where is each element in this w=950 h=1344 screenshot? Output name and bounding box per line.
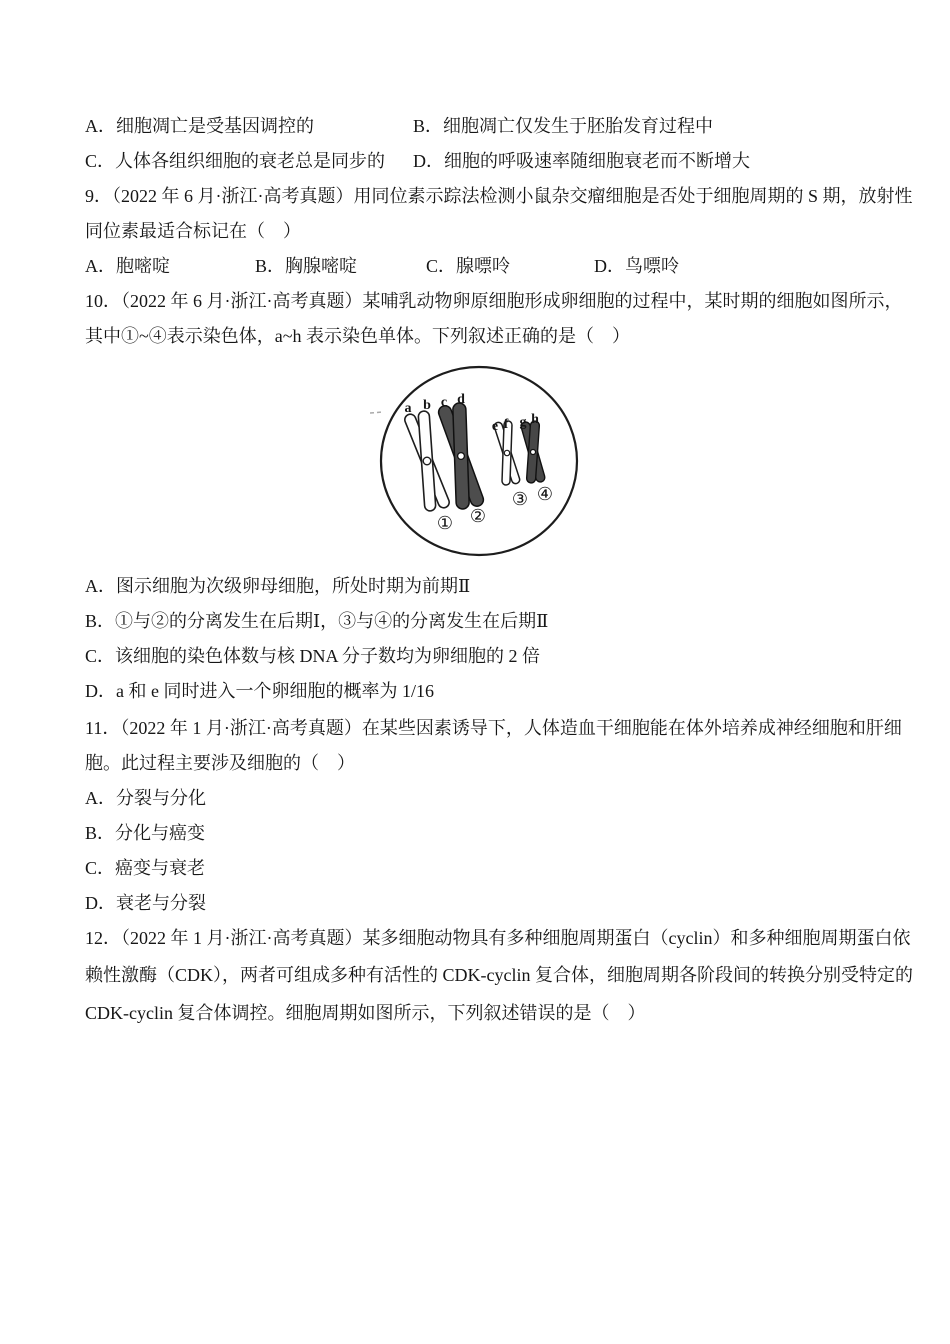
option-a: A．细胞凋亡是受基因调控的	[85, 116, 314, 136]
question-10-option-a: A．图示细胞为次级卵母细胞，所处时期为前期Ⅱ	[85, 576, 471, 596]
scan-artifact	[370, 412, 383, 413]
centromere-4	[531, 450, 536, 455]
question-11-line-1: 11．（2022 年 1 月·浙江·高考真题）在某些因素诱导下，人体造血干细胞能在体外培养成神经细胞和肝细	[85, 718, 902, 738]
chromatid-label-d: d	[457, 392, 465, 407]
chromosome-number-1: ①	[436, 513, 454, 533]
chromosome-4	[520, 421, 546, 483]
question-10-line-2: 其中①~④表示染色体，a~h 表示染色单体。下列叙述正确的是（ ）	[85, 326, 630, 346]
chromosome-number-4: ④	[536, 484, 554, 504]
question-11-line-2: 胞。此过程主要涉及细胞的（ ）	[85, 753, 355, 773]
question-11-option-b: B．分化与癌变	[85, 823, 206, 843]
question-10-option-c: C．该细胞的染色体数与核 DNA 分子数均为卵细胞的 2 倍	[85, 646, 541, 666]
question-12-line-1: 12．（2022 年 1 月·浙江·高考真题）某多细胞动物具有多种细胞周期蛋白（cyclin）和多种细胞周期蛋白依	[85, 928, 911, 948]
question-12-line-2: 赖性激酶（CDK），两者可组成多种有活性的 CDK-cyclin 复合体，细胞周期各阶段间的转换分别受特定的	[85, 965, 913, 985]
question-12-line-3: CDK-cyclin 复合体调控。细胞周期如图所示，下列叙述错误的是（ ）	[85, 1003, 646, 1023]
option-b: B．胸腺嘧啶	[255, 256, 358, 276]
cell-diagram-svg	[370, 360, 590, 565]
option-d: D．鸟嘌呤	[594, 256, 679, 276]
question-10-option-b: B．①与②的分离发生在后期Ⅰ，③与④的分离发生在后期Ⅱ	[85, 611, 549, 631]
option-c: C．人体各组织细胞的衰老总是同步的	[85, 151, 386, 171]
question-9-option-row	[85, 255, 679, 278]
question-10-option-d: D．a 和 e 同时进入一个卵细胞的概率为 1/16	[85, 681, 434, 701]
centromere-2	[458, 453, 465, 460]
chromatid-label-c: c	[440, 395, 448, 410]
cell-chromosome-diagram	[370, 360, 590, 565]
question-8-option-row-2	[85, 150, 750, 173]
cell-membrane-circle	[381, 367, 577, 555]
chromatid-label-g: g	[519, 415, 527, 430]
chromosome-number-2: ②	[469, 506, 487, 526]
centromere-1	[423, 457, 431, 465]
chromatid-label-e: e	[491, 419, 499, 434]
chromatid-label-b: b	[423, 398, 431, 413]
option-d: D．细胞的呼吸速率随细胞衰老而不断增大	[413, 151, 750, 171]
question-11-option-a: A．分裂与分化	[85, 788, 206, 808]
question-10-line-1: 10．（2022 年 6 月·浙江·高考真题）某哺乳动物卵原细胞形成卵细胞的过程中，某时期的细胞如图所示，	[85, 291, 903, 311]
chromatid-label-f: f	[503, 417, 509, 432]
option-b: B．细胞凋亡仅发生于胚胎发育过程中	[413, 116, 714, 136]
option-c: C．腺嘌呤	[426, 256, 511, 276]
question-8-option-row-1	[85, 115, 713, 138]
chromosome-number-3: ③	[511, 489, 529, 509]
question-11-option-d: D．衰老与分裂	[85, 893, 206, 913]
option-a: A．胞嘧啶	[85, 256, 170, 276]
question-9-line-1: 9．（2022 年 6 月·浙江·高考真题）用同位素示踪法检测小鼠杂交瘤细胞是否处于细胞周期的 S 期，放射性	[85, 186, 913, 206]
chromatid-label-h: h	[531, 412, 539, 427]
chromatid-label-a: a	[404, 401, 412, 416]
centromere-3	[504, 450, 509, 455]
question-11-option-c: C．癌变与衰老	[85, 858, 206, 878]
question-9-line-2: 同位素最适合标记在（ ）	[85, 221, 301, 241]
